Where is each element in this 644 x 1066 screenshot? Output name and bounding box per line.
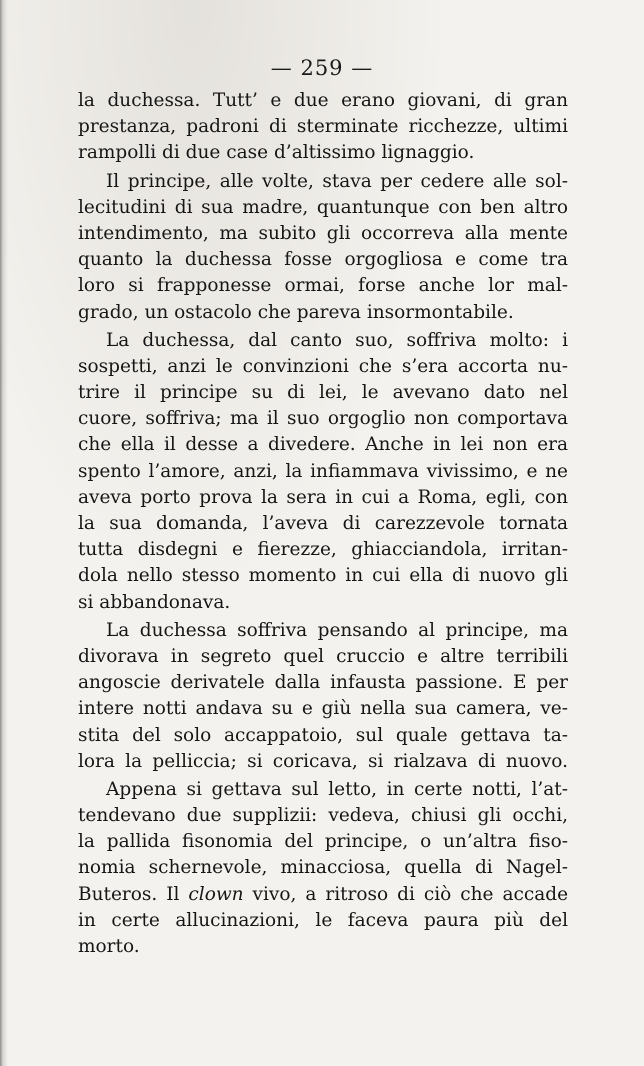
paragraph-5: [78, 777, 568, 960]
page-number: — 259 —: [270, 56, 374, 80]
text-line: tendevano due supplizii: vedeva, chiusi gli occhi,: [78, 805, 568, 827]
text-line: stita del solo accappatoio, sul quale gettava ta-: [78, 724, 568, 746]
text-line: la sua domanda, l’aveva di carezzevole tornata: [78, 513, 568, 534]
italic-word: clown: [188, 883, 244, 905]
text-line: la duchessa. Tutt’ e due erano giovani, di gran: [78, 90, 568, 111]
body-text: [78, 88, 568, 962]
paragraph-2: [78, 169, 568, 326]
text-line: si abbandonava.: [78, 591, 231, 613]
text-line: la pallida fisonomia del principe, o un’altra fiso-: [78, 831, 568, 853]
text-line: in certe allucinazioni, le faceva paura più del: [78, 909, 568, 931]
text-line: intendimento, ma subito gli occorreva alla mente: [78, 222, 568, 244]
text-line: lecitudini di sua madre, quantunque con ben altro: [78, 196, 568, 218]
text-line-with-italic: Buteros. Il clown vivo, a ritroso di ciò che accade: [78, 883, 569, 905]
text-line: divorava in segreto quel cruccio e altre terribili: [78, 645, 568, 667]
text-line: intere notti andava su e giù nella sua camera, ve-: [78, 698, 568, 720]
text-line: aveva porto prova la sera in cui a Roma, egli, con: [78, 486, 568, 508]
text-line: La duchessa, dal canto suo, soffriva molto: i: [106, 329, 568, 351]
text-line: trire il principe su di lei, le avevano dato nel: [78, 382, 568, 404]
paragraph-4: [78, 618, 568, 775]
paragraph-1: [78, 88, 568, 167]
text-line: dola nello stesso momento in cui ella di nuovo gli: [78, 565, 568, 587]
text-line: lora la pelliccia; si coricava, si rialzava di nuovo.: [78, 750, 568, 772]
text-line: nomia schernevole, minacciosa, quella di Nagel-: [78, 857, 568, 879]
paragraph-3: [78, 328, 568, 616]
text-line: prestanza, padroni di sterminate ricchezze, ultimi: [78, 116, 568, 138]
text-line: grado, un ostacolo che pareva insormontabile.: [78, 301, 514, 323]
text-line: Il principe, alle volte, stava per cedere alle sol-: [106, 170, 568, 192]
text-line: cuore, soffriva; ma il suo orgoglio non comportava: [78, 408, 568, 430]
text-line: loro si frapponesse ormai, forse anche lor mal-: [78, 275, 568, 297]
text-line: sospetti, anzi le convinzioni che s’era accorta nu-: [78, 355, 568, 377]
text-line: tutta disdegni e fierezze, ghiacciandola, irritan-: [78, 539, 568, 561]
text-line: che ella il desse a divedere. Anche in lei non era: [78, 434, 568, 456]
text-line: rampolli di due case d’altissimo lignaggio.: [78, 142, 475, 164]
text-line: spento l’amore, anzi, la infiammava vivissimo, e ne: [78, 460, 568, 482]
text-line: quanto la duchessa fosse orgogliosa e come tra: [78, 249, 568, 271]
text-line: morto.: [78, 936, 140, 957]
text-line: angoscie derivatele dalla infausta passione. E per: [78, 672, 568, 694]
text-line: La duchessa soffriva pensando al principe, ma: [106, 619, 568, 641]
text-line: Appena si gettava sul letto, in certe notti, l’at-: [106, 778, 568, 800]
